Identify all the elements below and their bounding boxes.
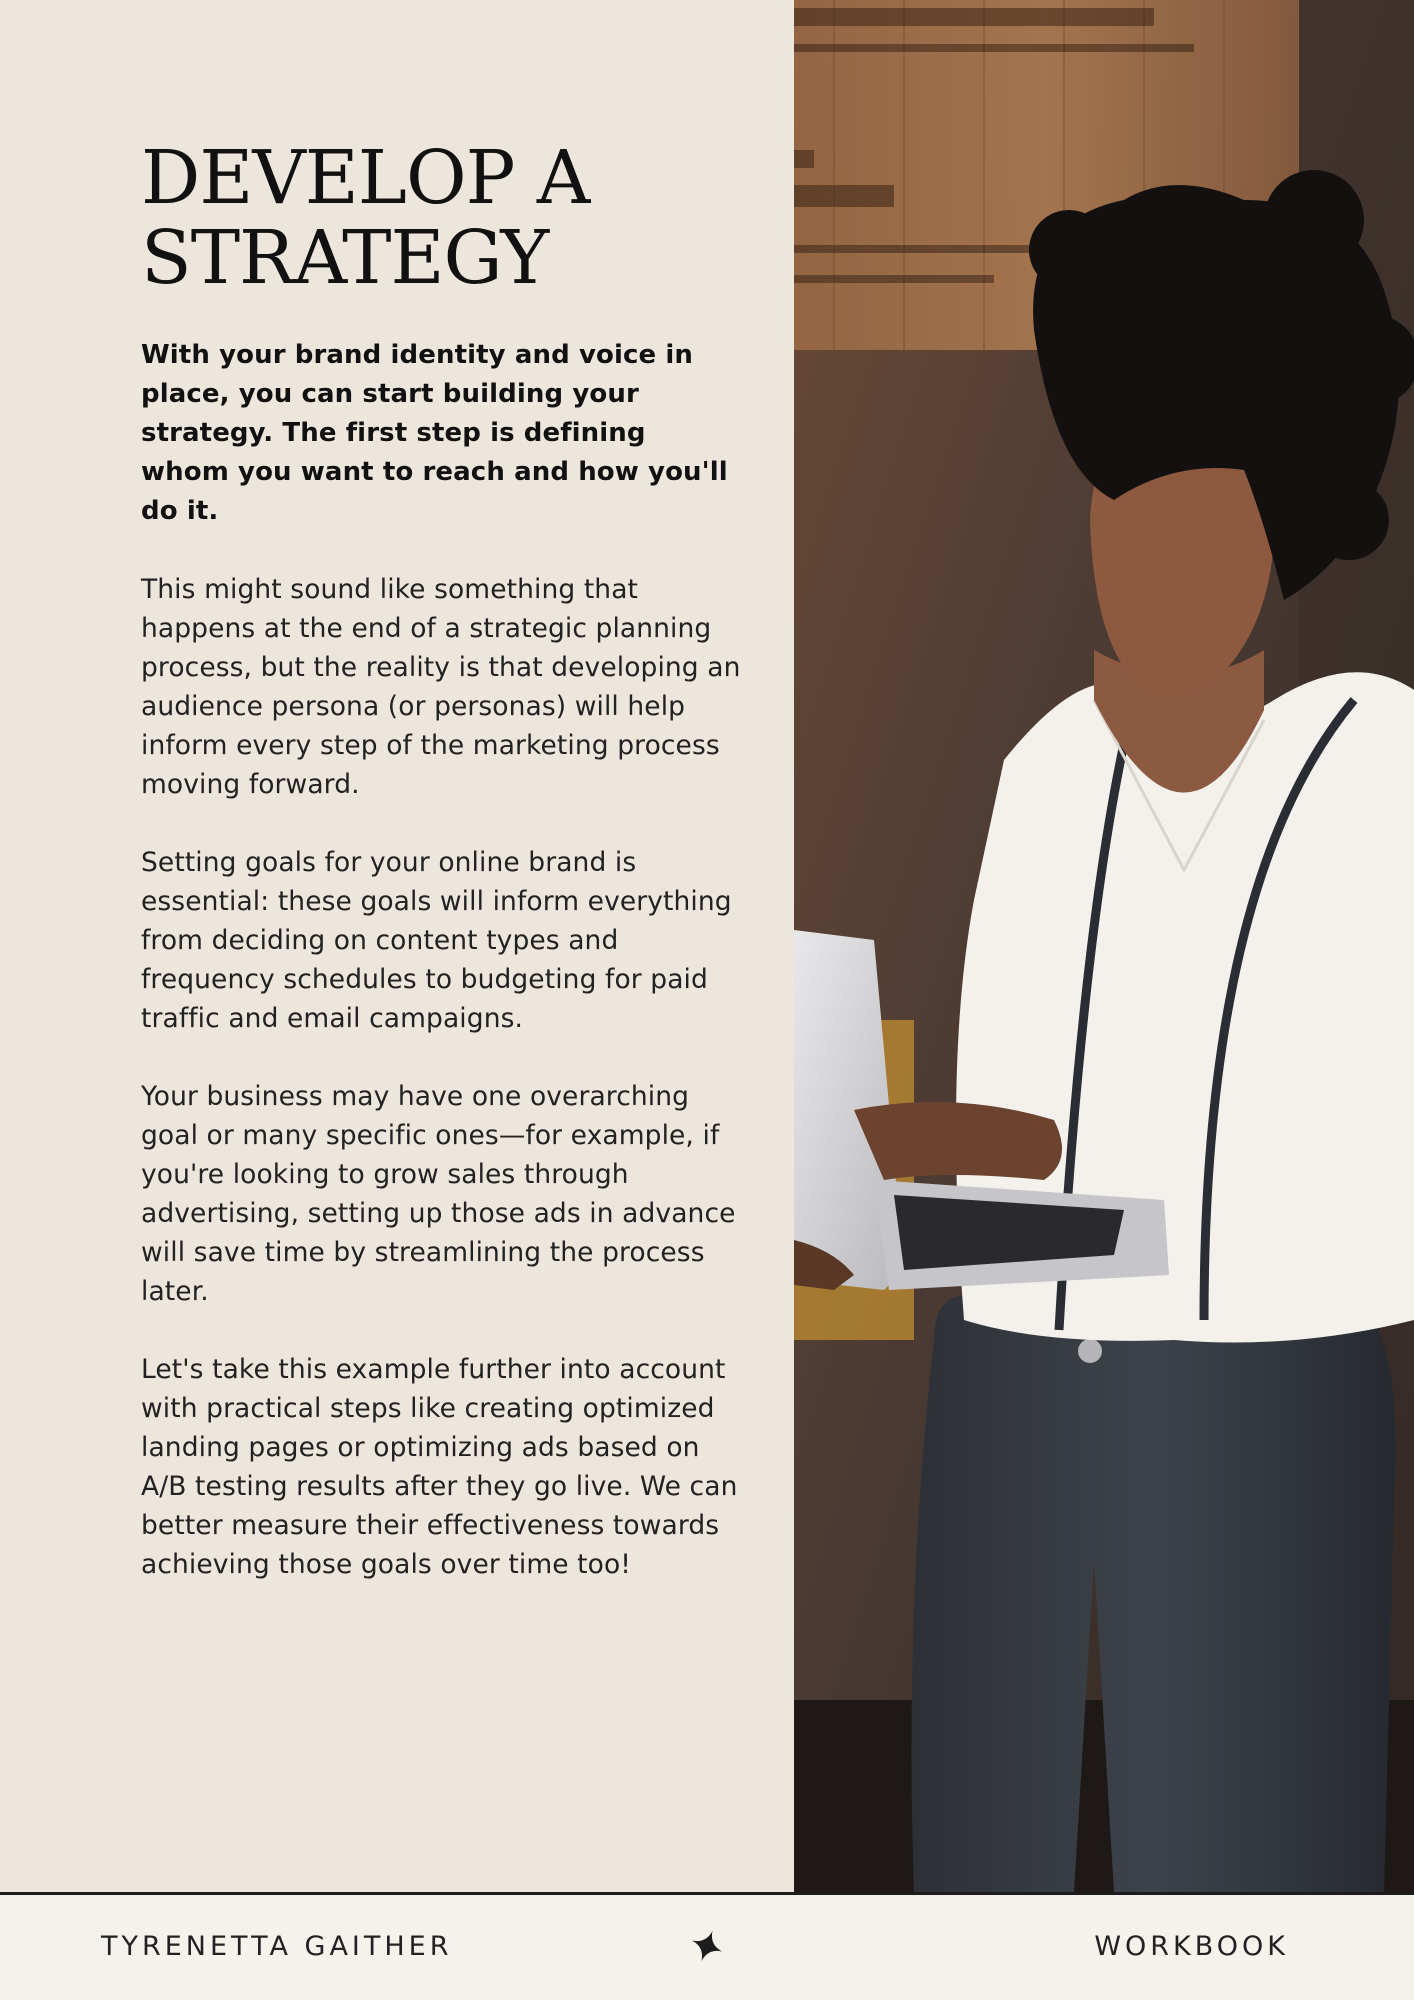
- body-text: [141, 336, 741, 1623]
- photo-woman-with-laptop: [794, 0, 1414, 1892]
- intro-paragraph: With your brand identity and voice in place, you can start building your strategy. The first step is defining whom you want to reach and how you'll do it.: [141, 340, 728, 526]
- photo-illustration: [794, 0, 1414, 1892]
- paragraph-practical-steps: Let's take this example further into account with practical steps like creating optimized landing pages or optimizing ads based on A/B testing results after they go live. We can better measure their effectiveness towards achieving those goals over time too!: [141, 1354, 738, 1580]
- paragraph-setting-goals: Setting goals for your online brand is essential: these goals will inform everything from deciding on content types and frequency schedules to budgeting for paid traffic and email campaigns.: [141, 847, 732, 1034]
- page-title-line-1: DEVELOP A: [141, 135, 590, 221]
- footer: [0, 1895, 1414, 2000]
- paragraph-overarching-goal: Your business may have one overarching goal or many specific ones—for example, if you're looking to grow sales through advertising, setting up those ads in advance will save time by streamlining the process later.: [141, 1081, 736, 1307]
- footer-author: TYRENETTA GAITHER: [101, 1931, 453, 1962]
- four-point-star-icon: [690, 1929, 724, 1963]
- footer-workbook-label: WORKBOOK: [1094, 1931, 1289, 1962]
- page-title-line-2: STRATEGY: [141, 215, 549, 301]
- paragraph-audience-persona: This might sound like something that happens at the end of a strategic planning process, but the reality is that developing an audience persona (or personas) will help inform every step of the marketing process moving forward.: [141, 574, 741, 800]
- page-title: [141, 135, 761, 301]
